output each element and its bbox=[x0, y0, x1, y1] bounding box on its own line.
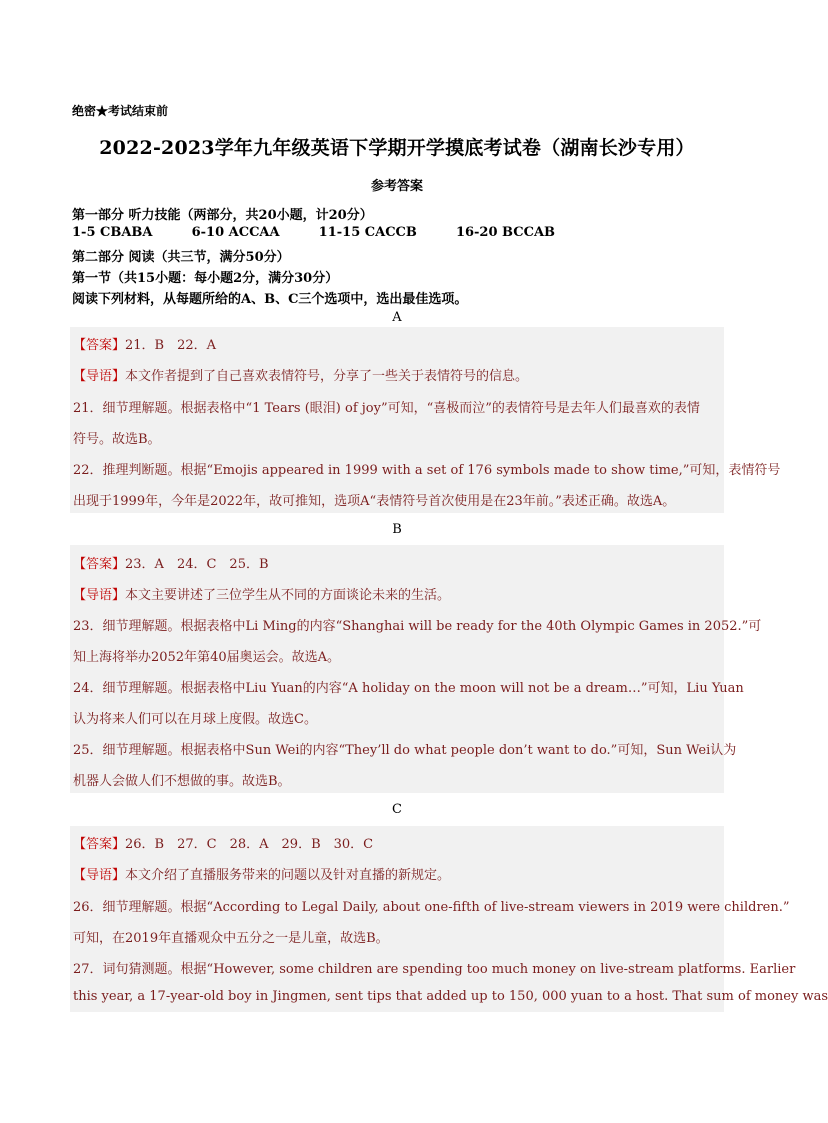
part1-answers bbox=[72, 225, 555, 240]
passage-a-box bbox=[70, 327, 781, 513]
explanation-line: 机器人会做人们不想做的事。故选B。 bbox=[73, 774, 291, 789]
answer-line: 【答案】21．B 22．A bbox=[73, 338, 217, 353]
explanation-line: 27．词句猜测题。根据“However, some children are spending too much money on live-stream platforms. Earlier bbox=[73, 962, 796, 977]
explanation-line: 知上海将举办2052年第40届奥运会。故选A。 bbox=[73, 650, 341, 665]
explanation-line: 25．细节理解题。根据表格中Sun Wei的内容“They’ll do what people don’t want to do.”可知，Sun Wei认为 bbox=[73, 743, 737, 758]
passage-c-box bbox=[70, 826, 828, 1012]
answer-group: 1-5 CBABA bbox=[72, 225, 153, 240]
intro-line: 【导语】本文主要讲述了三位学生从不同的方面谈论未来的生活。 bbox=[73, 588, 451, 603]
answer-line: 【答案】23．A 24．C 25．B bbox=[73, 557, 269, 572]
explanation-line: 26．细节理解题。根据“According to Legal Daily, about one-fifth of live-stream viewers in 2019 were children.” bbox=[73, 900, 790, 915]
confidential-notice: 绝密★考试结束前 bbox=[72, 104, 169, 118]
part2-title: 第二部分 阅读（共三节，满分50分） bbox=[72, 250, 290, 265]
explanation-line: 认为将来人们可以在月球上度假。故选C。 bbox=[73, 712, 317, 727]
passage-letter: C bbox=[392, 802, 402, 817]
page-subtitle: 参考答案 bbox=[370, 179, 423, 194]
answer-group: 11-15 CACCB bbox=[318, 225, 417, 240]
part2-section-title: 第一节（共15小题：每小题2分，满分30分） bbox=[72, 271, 339, 286]
part1-title: 第一部分 听力技能（两部分，共20小题，计20分） bbox=[72, 208, 373, 223]
explanation-line: 24．细节理解题。根据表格中Liu Yuan的内容“A holiday on the moon will not be a dream…”可知，Liu Yuan bbox=[73, 681, 744, 696]
explanation-line: 22．推理判断题。根据“Emojis appeared in 1999 with a set of 176 symbols made to show time,”可知，表情符号 bbox=[73, 463, 781, 478]
explanation-line: 可知，在2019年直播观众中五分之一是儿童，故选B。 bbox=[73, 931, 389, 946]
explanation-line: 出现于1999年，今年是2022年，故可推知，选项A“表情符号首次使用是在23年前。”表述正确。故选A。 bbox=[73, 494, 676, 509]
answer-group: 16-20 BCCAB bbox=[455, 225, 556, 240]
explanation-line: this year, a 17-year-old boy in Jingmen, sent tips that added up to 150, 000 yuan to a host. That sum of money was bbox=[73, 989, 828, 1004]
passage-letter: A bbox=[392, 310, 402, 325]
answer-group: 6-10 ACCAA bbox=[191, 225, 280, 240]
explanation-line: 21．细节理解题。根据表格中“1 Tears (眼泪) of joy”可知，“喜极而泣”的表情符号是去年人们最喜欢的表情 bbox=[73, 401, 700, 416]
passage-letter: B bbox=[392, 522, 402, 537]
page-title: 2022-2023学年九年级英语下学期开学摸底考试卷（湖南长沙专用） bbox=[99, 137, 695, 159]
intro-line: 【导语】本文介绍了直播服务带来的问题以及针对直播的新规定。 bbox=[73, 868, 451, 883]
explanation-line: 23．细节理解题。根据表格中Li Ming的内容“Shanghai will be ready for the 40th Olympic Games in 2052.”可 bbox=[73, 619, 762, 634]
intro-line: 【导语】本文作者提到了自己喜欢表情符号，分享了一些关于表情符号的信息。 bbox=[73, 369, 529, 384]
part2-instruction: 阅读下列材料，从每题所给的A、B、C三个选项中，选出最佳选项。 bbox=[72, 292, 468, 307]
explanation-line: 符号。故选B。 bbox=[73, 432, 161, 447]
answer-line: 【答案】26．B 27．C 28．A 29．B 30．C bbox=[73, 837, 374, 852]
